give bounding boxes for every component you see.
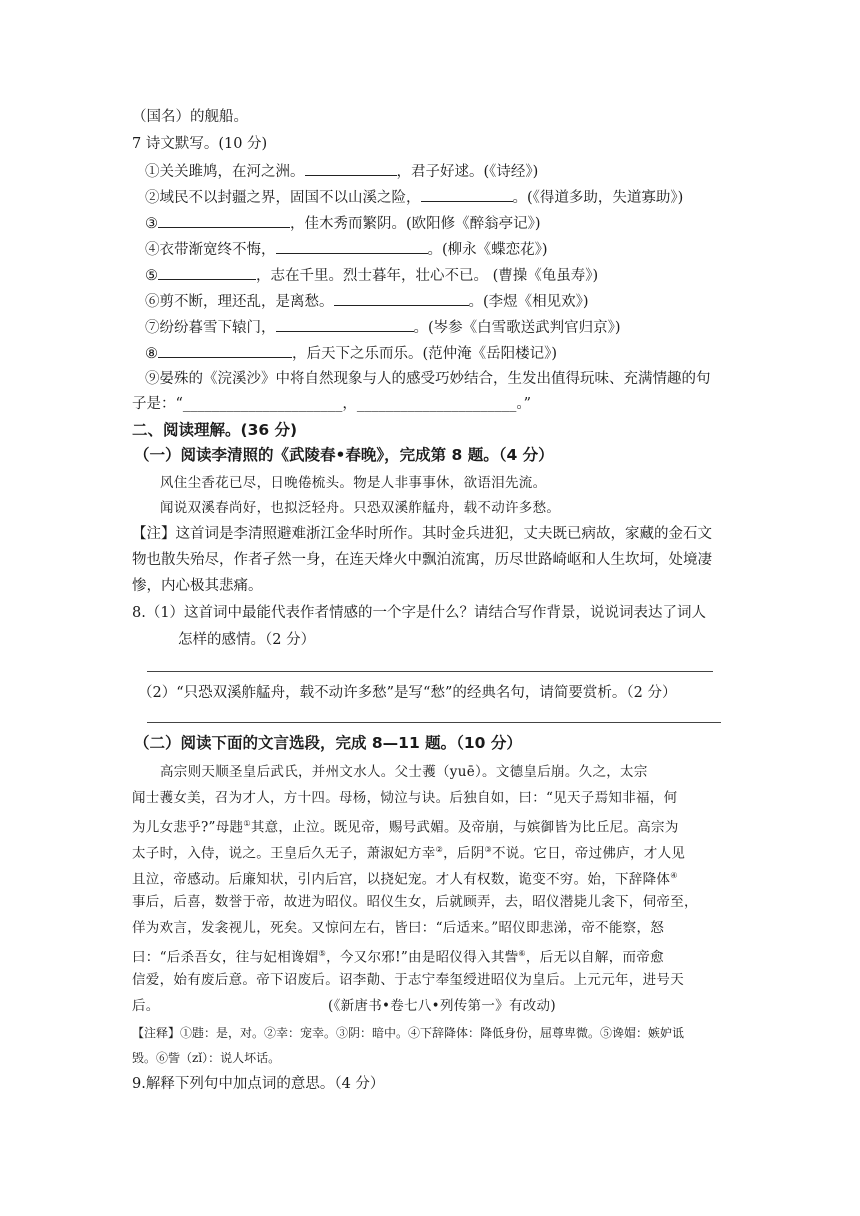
question-8-part-1: 8.（1）这首词中最能代表作者情感的一个字是什么？请结合写作背景，说说词表达了词人 <box>132 605 707 621</box>
classical-text-line: 后。 <box>132 998 160 1014</box>
answer-blank[interactable] <box>276 239 428 254</box>
poem-line-1: 风住尘香花已尽，日晚倦梳头。物是人非事事休，欲语泪先流。 <box>160 475 547 491</box>
answer-line[interactable] <box>147 722 721 723</box>
recitation-item-9: ⑨晏殊的《浣溪沙》中将自然现象与人的感受巧妙结合，生发出值得玩味、充满情趣的句 <box>145 371 711 387</box>
footnote-marker: ① <box>243 819 251 828</box>
answer-blank[interactable] <box>158 343 292 358</box>
recitation-item-8: ⑧ ，后天下之乐而乐。(范仲淹《岳阳楼记》) <box>145 343 557 364</box>
recitation-item-7: ⑦纷纷暮雪下辕门， 。(岑参《白雪歌送武判官归京》) <box>145 317 621 338</box>
classical-text-line: 为儿女悲乎?”母韪①其意，止泣。既见帝，赐号武媚。及帝崩，与嫔御皆为比丘尼。高宗为 <box>132 819 679 836</box>
question-7-heading: 7 诗文默写。(10 分) <box>132 136 268 152</box>
subsection-2-heading: （二）阅读下面的文言选段，完成 8—11 题。（10 分） <box>134 734 522 752</box>
recitation-item-6: ⑥剪不断，理还乱，是离愁。 。(李煜《相见欢》) <box>145 291 589 312</box>
classical-text-line: 且泣，帝感动。后廉知状，引内后宫，以挠妃宠。才人有权数，诡变不穷。始，下辞降体④ <box>132 871 678 888</box>
answer-line[interactable] <box>147 671 713 672</box>
footnote-marker: ⑤ <box>318 949 327 958</box>
subsection-1-heading: （一）阅读李清照的《武陵春•春晚》，完成第 8 题。（4 分） <box>134 446 554 464</box>
answer-blank[interactable] <box>158 213 290 228</box>
footnotes: 【注释】①韪：是，对。②幸：宠幸。③阴：暗中。④下辞降体：降低身份，屈尊卑微。⑤谗媢：嫉妒诋 <box>132 1026 685 1040</box>
recitation-item-4: ④衣带渐宽终不悔， 。(柳永《蝶恋花》) <box>145 239 548 260</box>
section-2-heading: 二、阅读理解。(36 分) <box>132 421 298 439</box>
question-9-heading: 9.解释下列句中加点词的意思。（4 分） <box>132 1076 385 1092</box>
answer-blank[interactable] <box>276 317 414 332</box>
text-line: （国名）的舰船。 <box>132 109 248 125</box>
poem-note: 【注】这首词是李清照避难浙江金华时所作。其时金兵进犯，丈夫既已病故，家藏的金石文 <box>132 526 712 542</box>
footnote-marker: ④ <box>670 871 678 880</box>
recitation-item-1: ①关关雎鸠，在河之洲。 ，君子好逑。(《诗经》) <box>145 161 538 182</box>
footnote-marker: ③ <box>484 845 492 854</box>
classical-text-line: 太子时，入侍，说之。王皇后久无子，萧淑妃方幸②，后阴③不说。它日，帝过佛庐，才人见 <box>132 845 686 862</box>
poem-line-2: 闻说双溪春尚好，也拟泛轻舟。只恐双溪舴艋舟，载不动许多愁。 <box>160 500 561 516</box>
classical-text-line: 信爱，始有废后意。帝下诏废后。诏李勣、于志宁奉玺绶进昭仪为皇后。上元元年，进号天 <box>132 972 684 988</box>
classical-text-line: 佯为欢言，发衾视儿，死矣。又惊问左右，皆曰：“后适来。”昭仪即悲涕，帝不能察，怒 <box>132 920 665 936</box>
source-citation: (《新唐书•卷七八•列传第一》有改动) <box>328 998 556 1014</box>
answer-blank[interactable] <box>421 187 513 202</box>
question-8-part-2: （2）“只恐双溪舴艋舟，载不动许多愁”是写“愁”的经典名句，请简要赏析。（2 分） <box>138 685 677 701</box>
classical-text-line: 闻士彟女美，召为才人，方十四。母杨，恸泣与诀。后独自如，曰：“见天子焉知非福，何 <box>132 790 678 806</box>
classical-text-line: 曰：“后杀吾女，往与妃相谗媢⑤，今又尔邪!”由是昭仪得入其訾⑥，后无以自解，而帝愈 <box>132 949 664 966</box>
classical-text-line: 高宗则天顺圣皇后武氏，并州文水人。父士彟（yuē）。文德皇后崩。久之，太宗 <box>160 764 648 780</box>
poem-note-cont: 物也散失殆尽，作者孑然一身，在连天烽火中飘泊流寓，历尽世路崎岖和人生坎坷，处境凄 <box>132 552 712 568</box>
footnote-marker: ② <box>435 845 444 854</box>
recitation-item-9-cont: 子是：“______________________，______________________。” <box>132 396 532 412</box>
footnotes-cont: 毁。⑥訾（zǐ）：说人坏话。 <box>132 1051 281 1065</box>
poem-note-cont: 惨，内心极其悲痛。 <box>132 578 263 594</box>
answer-blank[interactable] <box>334 291 469 306</box>
recitation-item-3: ③ ，佳木秀而繁阴。(欧阳修《醉翁亭记》) <box>145 213 541 234</box>
question-8-part-1-cont: 怎样的感情。（2 分） <box>178 632 316 648</box>
recitation-item-2: ②域民不以封疆之界，固国不以山溪之险， 。(《得道多助，失道寡助》) <box>145 187 683 208</box>
recitation-item-5: ⑤ ，志在千里。烈士暮年，壮心不已。 (曹操《龟虽寿》) <box>145 265 598 286</box>
answer-blank[interactable] <box>305 161 397 176</box>
answer-blank[interactable] <box>158 265 256 280</box>
classical-text-line: 事后，后喜，数誉于帝，故进为昭仪。昭仪生女，后就顾弄，去，昭仪潜毙儿衾下，伺帝至， <box>132 894 698 910</box>
footnote-marker: ⑥ <box>518 949 526 958</box>
